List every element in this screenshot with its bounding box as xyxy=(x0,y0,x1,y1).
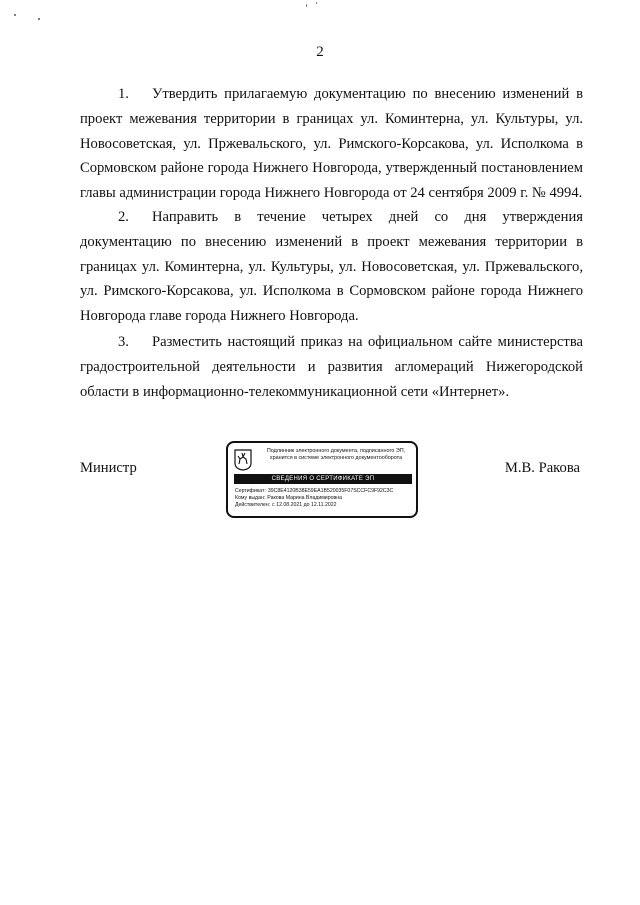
paragraph-1 xyxy=(80,82,583,206)
stamp-note: Подлинник электронного документа, подписанного ЭП, хранится в системе электронного документооборота xyxy=(266,448,406,461)
certificate-value: 39C8E4120B38E59EA1B520035F07SCCFC9F92C3C xyxy=(267,488,394,494)
valid-label: Действителен: xyxy=(235,502,271,508)
signatory-name: М.В. Ракова xyxy=(504,460,580,476)
page-number: 2 xyxy=(316,44,324,60)
certificate-label: Сертификат: xyxy=(235,488,266,494)
scan-speck xyxy=(306,4,307,7)
deer-emblem-icon xyxy=(234,449,252,471)
stamp-valid-line xyxy=(235,502,415,509)
paragraph-2-text: Направить в течение четырех дней со дня утверждения документацию по внесению изменений в проект межевания территории в границах ул. Коминтерна, ул. Культуры, ул. Новосоветская, ул. Пржевальского, ул. Римского-Корсакова, ул. Исполкома в Сормовском районе города Нижнего Новгорода главе города Нижнего Новгорода. xyxy=(80,209,583,325)
scan-speck xyxy=(316,2,317,4)
electronic-signature-stamp xyxy=(226,441,418,518)
paragraph-1-text: Утвердить прилагаемую документацию по внесению изменений в проект межевания территории в границах ул. Коминтерна, ул. Культуры, ул. Новосоветская, ул. Пржевальского, ул. Римского-Корсакова, ул. Исполкома в Сормовском районе города Нижнего Новгорода, утвержденный постановлением главы администрации города Нижнего Новгорода от 24 сентября 2009 г. № 4994. xyxy=(80,86,583,202)
stamp-header: СВЕДЕНИЯ О СЕРТИФИКАТЕ ЭП xyxy=(234,474,412,484)
scan-speck xyxy=(14,14,16,16)
scan-speck xyxy=(38,18,40,20)
issued-value: Ракова Марина Владимировна xyxy=(267,495,342,501)
paragraph-3 xyxy=(80,330,583,404)
stamp-details xyxy=(235,488,415,509)
stamp-certificate-line xyxy=(235,488,415,495)
stamp-issued-line xyxy=(235,495,415,502)
valid-value: с 12.08.2021 до 12.11.2022 xyxy=(272,502,337,508)
paragraph-3-number: 3. xyxy=(118,334,129,350)
paragraph-2 xyxy=(80,205,583,329)
issued-label: Кому выдан: xyxy=(235,495,266,501)
paragraph-1-number: 1. xyxy=(118,86,129,102)
paragraph-2-number: 2. xyxy=(118,209,129,225)
signatory-title: Министр xyxy=(80,460,137,476)
paragraph-3-text: Разместить настоящий приказ на официальном сайте министерства градостроительной деятельности и развития агломераций Нижегородской области в информационно-телекоммуникационной сети «Интернет». xyxy=(80,334,583,400)
